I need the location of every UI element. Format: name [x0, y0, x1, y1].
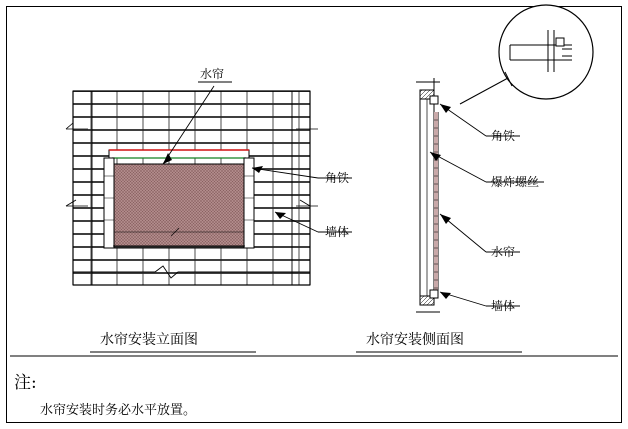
- side-label-wall: 墙体: [491, 299, 516, 313]
- front-label-wall: 墙体: [325, 225, 350, 239]
- front-view-title: 水帘安装立面图: [100, 332, 198, 348]
- side-label-angle-iron: 角铁: [491, 129, 516, 143]
- note-text: 水帘安装时务必水平放置。: [40, 403, 197, 418]
- note-label: 注:: [14, 373, 37, 393]
- side-label-expansion-bolt: 爆炸螺丝: [491, 175, 540, 189]
- front-label-water-curtain: 水帘: [200, 67, 225, 81]
- side-view-title: 水帘安装侧面图: [366, 332, 464, 348]
- front-label-angle-iron: 角铁: [325, 171, 350, 185]
- side-label-water-curtain: 水帘: [491, 245, 516, 259]
